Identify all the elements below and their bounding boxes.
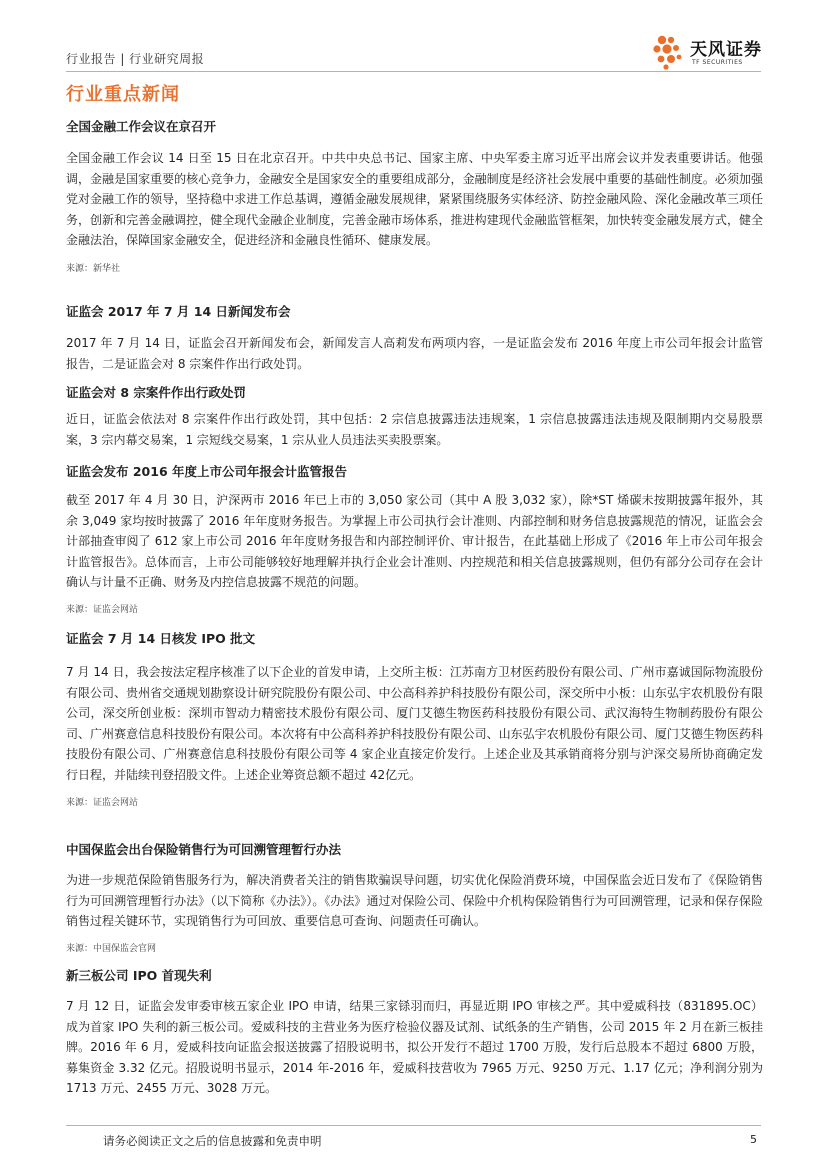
article-title: 证监会 2017 年 7 月 14 日新闻发布会 [66, 304, 291, 319]
article-title: 新三板公司 IPO 首现失利 [66, 968, 212, 983]
brand-logo [648, 32, 768, 72]
news-article [66, 841, 763, 956]
article-body: 2017 年 7 月 14 日，证监会召开新闻发布会，新闻发言人高莉发布两项内容，一是证监会发布 2016 年度上市公司年报会计监管报告，二是证监会对 8 宗案件作出行政处罚。 [66, 336, 763, 371]
article-source: 来源：证监会网站 [66, 604, 139, 615]
section-title: 行业重点新闻 [66, 84, 180, 105]
header-divider [66, 71, 761, 72]
article-body: 全国金融工作会议 14 日至 15 日在北京召开。中共中央总书记、国家主席、中央军委主席习近平出席会议并发表重要讲话。他强调，金融是国家重要的核心竞争力，金融安全是国家安全的重要组成部分，金融制度是经济社会发展中重要的基础性制度。必须加强党对金融工作的领导，坚持稳中求进工作总基调，遵循金融发展规律，紧紧围绕服务实体经济、防控金融风险、深化金融改革三项任务，创新和完善金融调控，健全现代金融企业制度，完善金融市场体系，推进构建现代金融监管框架，加快转变金融发展方式，健全金融法治，保障国家金融安全，促进经济和金融良性循环、健康发展。 [66, 151, 763, 248]
brand-name: 天风证券 [690, 40, 762, 60]
article-title: 中国保监会出台保险销售行为可回溯管理暂行办法 [66, 842, 342, 857]
article-body: 7 月 12 日，证监会发审委审核五家企业 IPO 申请，结果三家铩羽而归，再显近期 IPO 审核之严。其中爱威科技（831895.OC）成为首家 IPO 失利的新三板公司。爱威科技的主营业务为医疗检验仪器及试剂、试纸条的生产销售，公司 2015 年 2 月在新三板挂牌。2016 年 6 月，爱威科技向证监会报送披露了招股说明书，拟公开发行不超过 1700 万股，发行后总股本不超过 6800 万股，募集资金 3.32 亿元。招股说明书显示，2014 年-2016 年，爱威科技营收为 7965 万元、9250 万元、1.17 亿元；净利润分别为 1713 万元、2455 万元、3028 万元。 [66, 999, 763, 1096]
brand-logo-icon [648, 32, 688, 72]
article-body: 为进一步规范保险销售服务行为，解决消费者关注的销售欺骗误导问题，切实优化保险消费环境，中国保监会近日发布了《保险销售行为可回溯管理暂行办法》（以下简称《办法》）。《办法》通过对保险公司、保险中介机构保险销售行为可回溯管理，记录和保存保险销售过程关键环节，实现销售行为可回放、重要信息可查询、问题责任可确认。 [66, 873, 763, 929]
article-body: 7 月 14 日，我会按法定程序核准了以下企业的首发申请，上交所主板：江苏南方卫材医药股份有限公司、广州市嘉诚国际物流股份有限公司、贵州省交通规划勘察设计研究院股份有限公司、中公高科养护科技股份有限公司，深交所中小板：山东弘宇农机股份有限公司，深交所创业板：深圳市智动力精密技术股份有限公司、厦门艾德生物医药科技股份有限公司、武汉海特生物制药股份有限公司、广州赛意信息科技股份有限公司。本次将有中公高科养护科技股份有限公司、山东弘宇农机股份有限公司、厦门艾德生物医药科技股份有限公司、广州赛意信息科技股份有限公司等 4 家企业直接定价发行。上述企业及其承销商将分别与沪深交易所协商确定发行日程，并陆续刊登招股文件。上述企业筹资总额不超过 42亿元。 [66, 665, 763, 782]
article-title: 全国金融工作会议在京召开 [66, 119, 217, 134]
news-article [66, 967, 763, 1099]
news-article [66, 118, 763, 276]
news-article [66, 630, 763, 810]
brand-sub: TF SECURITIES [692, 59, 743, 66]
news-article [66, 384, 763, 450]
article-body: 近日，证监会依法对 8 宗案件作出行政处罚，其中包括：2 宗信息披露违法违规案，1 宗信息披露违法违规及限制期内交易股票案，3 宗内幕交易案，1 宗短线交易案，1 宗从业人员违法买卖股票案。 [66, 412, 763, 447]
footer-divider [66, 1125, 761, 1126]
news-article [66, 463, 763, 617]
article-title: 证监会对 8 宗案件作出行政处罚 [66, 385, 246, 400]
article-title: 证监会 7 月 14 日核发 IPO 批文 [66, 631, 256, 646]
news-article [66, 303, 763, 374]
page-number: 5 [750, 1133, 757, 1146]
article-title: 证监会发布 2016 年度上市公司年报会计监管报告 [66, 464, 347, 479]
article-body: 截至 2017 年 4 月 30 日，沪深两市 2016 年已上市的 3,050 家公司（其中 A 股 3,032 家），除*ST 烯碳未按期披露年报外，其余 3,049 家均按时披露了 2016 年年度财务报告。为掌握上市公司执行会计准则、内部控制和财务信息披露规范的情况，证监会会计部抽查审阅了 612 家上市公司 2016 年年度财务报告和内部控制评价、审计报告，在此基础上形成了《2016 年上市公司年报会计监管报告》。总体而言，上市公司能够较好地理解并执行企业会计准则、内控规范和相关信息披露规则，但仍有部分公司存在会计确认与计量不正确、财务及内控信息披露不规范的问题。 [66, 493, 763, 590]
article-source: 来源：新华社 [66, 263, 121, 274]
report-category: 行业报告 | 行业研究周报 [66, 52, 205, 66]
disclaimer-note: 请务必阅读正文之后的信息披露和免责申明 [103, 1134, 322, 1148]
article-source: 来源：中国保监会官网 [66, 943, 157, 954]
article-source: 来源：证监会网站 [66, 797, 139, 808]
